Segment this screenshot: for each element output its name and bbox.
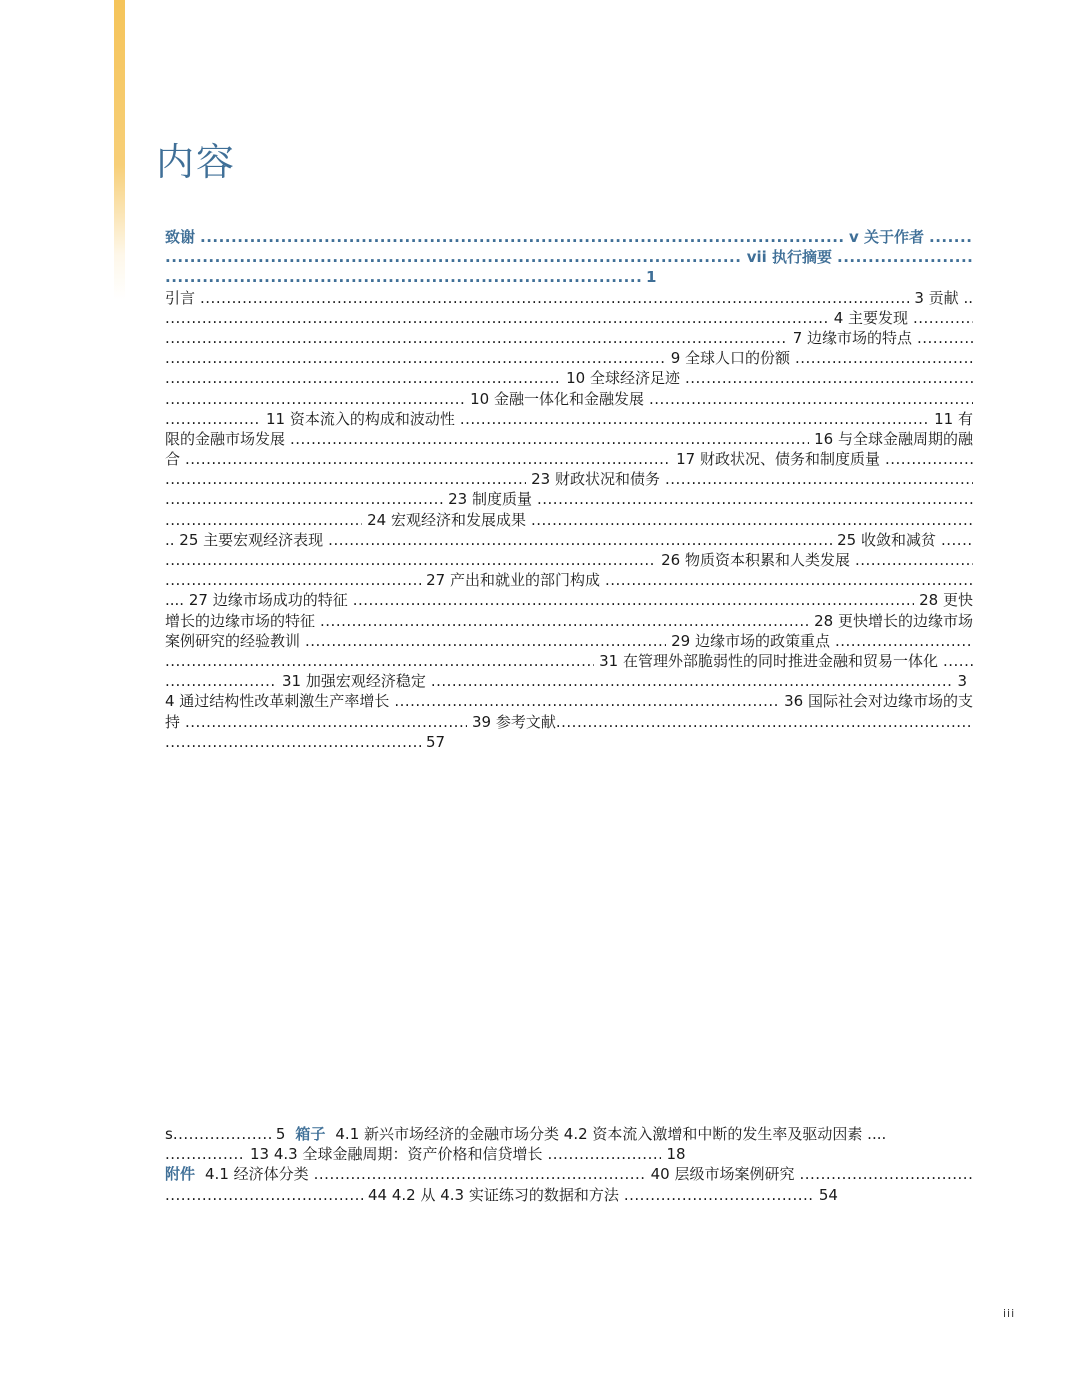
toc-line [165,328,973,348]
dot-leader [165,550,656,570]
toc-line [165,590,973,610]
annex-heading: 附件 [165,1165,196,1184]
dot-leader [913,308,973,328]
toc-entry-external-vulnerability[interactable]: 31 在管理外部脆弱性的同时推进金融和贸易一体化 [599,651,938,670]
dot-leader [320,611,809,631]
toc-entry-contribution[interactable]: 3 贡献 .. [914,288,973,307]
toc-fragment-s: s [165,1125,173,1143]
page-number: iii [1003,1307,1016,1320]
toc-line [165,389,973,409]
toc-entry-faster-growth-end[interactable]: 增长的边缘市场的特征 [165,611,316,630]
toc-entry-macro-performance[interactable]: .. 25 主要宏观经济表现 [165,530,324,549]
dot-leader [917,328,973,348]
toc-line [165,1185,973,1205]
toc-page-3[interactable]: 3 [957,672,967,691]
dot-leader [929,227,973,247]
toc-entry-structural-reforms[interactable]: 4 通过结构性改革刺激生产率增长 [165,692,390,711]
dot-leader [624,1185,814,1205]
accent-bar [114,0,125,300]
dot-leader [290,429,809,449]
dot-leader [795,348,973,368]
dot-leader [855,550,973,570]
toc-entry-global-cycle-end[interactable]: 合 [165,450,181,469]
dot-leader [885,449,973,469]
toc-line [165,227,973,247]
dot-leader [649,389,973,409]
toc-entry-financial-integration[interactable]: 10 金融一体化和金融发展 [470,389,644,408]
toc-line [165,671,973,691]
toc-line [165,611,973,631]
boxes-and-annexes [165,1124,973,1205]
toc-line [165,570,973,590]
dot-leader [460,409,929,429]
toc-entry-policy-priorities[interactable]: 29 边缘市场的政策重点 [671,631,830,650]
dot-leader [431,671,953,691]
dot-leader [605,570,973,590]
page-title: 内容 [156,140,237,184]
toc-page-18[interactable]: 18 [666,1145,686,1164]
dot-leader [165,469,526,489]
toc-line [165,530,973,550]
toc-entry-international-support-end[interactable]: 持 [165,712,181,731]
toc-entry-international-support[interactable]: 36 国际社会对边缘市场的支 [784,692,973,711]
dot-leader [165,1144,245,1164]
toc-entry-introduction[interactable]: 引言 [165,288,196,307]
toc-line [165,267,973,287]
dot-leader [165,732,421,752]
dot-leader [665,469,973,489]
toc-entry-population-share[interactable]: 9 全球人口的份额 [670,349,790,368]
toc-line [165,1164,973,1184]
dot-leader [835,631,973,651]
dot-leader [165,409,261,429]
dot-leader [328,530,832,550]
toc-entry-success-features[interactable]: .... 27 边缘市场成功的特征 [165,591,348,610]
toc-line [165,429,973,449]
dot-leader [394,691,779,711]
boxes-heading: 箱子 [295,1125,326,1143]
toc-line [165,288,973,308]
dot-leader [165,1185,363,1205]
toc-entry-institutional-quality[interactable]: 23 制度质量 [448,490,532,509]
toc-page-5[interactable]: 5 [275,1125,286,1143]
dot-leader [537,489,973,509]
dot-leader [185,712,467,732]
dot-leader [165,328,788,348]
dot-leader [165,308,829,328]
dot-leader [185,449,671,469]
toc-line [165,550,973,570]
dot-leader [531,510,973,530]
dot-leader [173,1124,271,1144]
toc-entry-about-authors[interactable]: v 关于作者 [848,228,924,246]
toc-entry-economy-classification[interactable]: 4.1 经济体分类 [205,1165,309,1184]
toc-line [165,631,973,651]
dot-leader [165,671,277,691]
dot-leader [685,368,973,388]
dot-leader [165,247,742,267]
dot-leader [165,389,465,409]
toc-entry-faster-growth-start[interactable]: 28 更快 [919,591,973,610]
toc-entry-sectoral-composition[interactable]: 27 产出和就业的部门构成 [426,571,600,590]
toc-line [165,368,973,388]
dot-leader [547,1144,661,1164]
toc-entry-economic-footprint[interactable]: 10 全球经济足迹 [566,369,680,388]
toc-line [165,449,973,469]
toc-line [165,348,973,368]
toc-entry-fiscal-institutions[interactable]: 17 财政状况、债务和制度质量 [676,450,880,469]
toc-line [165,1124,973,1144]
toc-line [165,489,973,509]
toc-entry-global-financial-cycle[interactable]: 13 4.3 全球金融周期：资产价格和信贷增长 [250,1145,543,1164]
dot-leader [305,631,666,651]
dot-leader [165,267,641,287]
toc-line [165,308,973,328]
dot-leader [165,489,443,509]
toc-page-1[interactable]: 1 [646,268,657,287]
dot-leader [314,1164,646,1184]
toc-line [165,469,973,489]
toc-entry-fiscal-debt[interactable]: 23 财政状况和债务 [531,470,660,489]
dot-leader [800,1164,974,1184]
toc-line [165,510,973,530]
toc-entry-global-cycle[interactable]: 16 与全球金融周期的融 [814,429,973,448]
table-of-contents [165,227,973,752]
dot-leader [165,348,666,368]
toc-entry-convergence[interactable]: 25 收敛和减贫 [837,530,936,549]
toc-line [165,732,973,752]
toc-entry-acknowledgements[interactable]: 致谢 [165,228,196,246]
toc-line [165,1144,973,1164]
toc-page-54[interactable]: 54 [818,1185,838,1204]
toc-line [165,409,973,429]
toc-entry-empirical-methods[interactable]: 44 4.2 从 4.3 实证练习的数据和方法 [368,1185,619,1204]
toc-entry-main-findings[interactable]: 4 主要发现 [833,308,908,327]
dot-leader [556,712,973,732]
dot-leader [200,227,844,247]
toc-entry-capital-inflows[interactable]: 11 资本流入的构成和波动性 [266,409,455,428]
dot-leader [837,247,973,267]
toc-line [165,247,973,267]
toc-entry-case-studies-start[interactable]: 28 更快增长的边缘市场 [814,611,973,630]
toc-entry-executive-summary[interactable]: vii 执行摘要 [746,248,832,267]
toc-entry-frontier-characteristics[interactable]: 7 边缘市场的特点 [792,328,912,347]
toc-entry-boxes-list[interactable]: 4.1 新兴市场经济的金融市场分类 4.2 资本流入激增和中断的发生率及驱动因素 .... [335,1125,887,1143]
toc-entry-macro-stability[interactable]: 31 加强宏观经济稳定 [282,672,426,691]
toc-line [165,651,973,671]
dot-leader [165,651,594,671]
toc-entry-limited-markets-start[interactable]: 11 有 [934,409,973,428]
toc-entry-references[interactable]: 39 参考文献 [472,712,556,731]
dot-leader [200,288,909,308]
toc-entry-case-studies-end[interactable]: 案例研究的经验教训 [165,631,301,650]
dot-leader [165,510,362,530]
dot-leader [165,570,421,590]
dot-leader [941,530,973,550]
dot-leader [353,590,914,610]
toc-entry-case-study-tiers[interactable]: 40 层级市场案例研究 [650,1165,795,1184]
toc-line [165,712,973,732]
toc-entry-capital-accumulation[interactable]: 26 物质资本积累和人类发展 [661,551,850,569]
toc-entry-limited-markets-end[interactable]: 限的金融市场发展 [165,429,286,448]
toc-entry-macro-outcomes[interactable]: 24 宏观经济和发展成果 [367,510,526,529]
toc-line [165,691,973,711]
dot-leader [943,651,973,671]
dot-leader [165,368,561,388]
toc-page-57[interactable]: 57 [426,732,446,751]
